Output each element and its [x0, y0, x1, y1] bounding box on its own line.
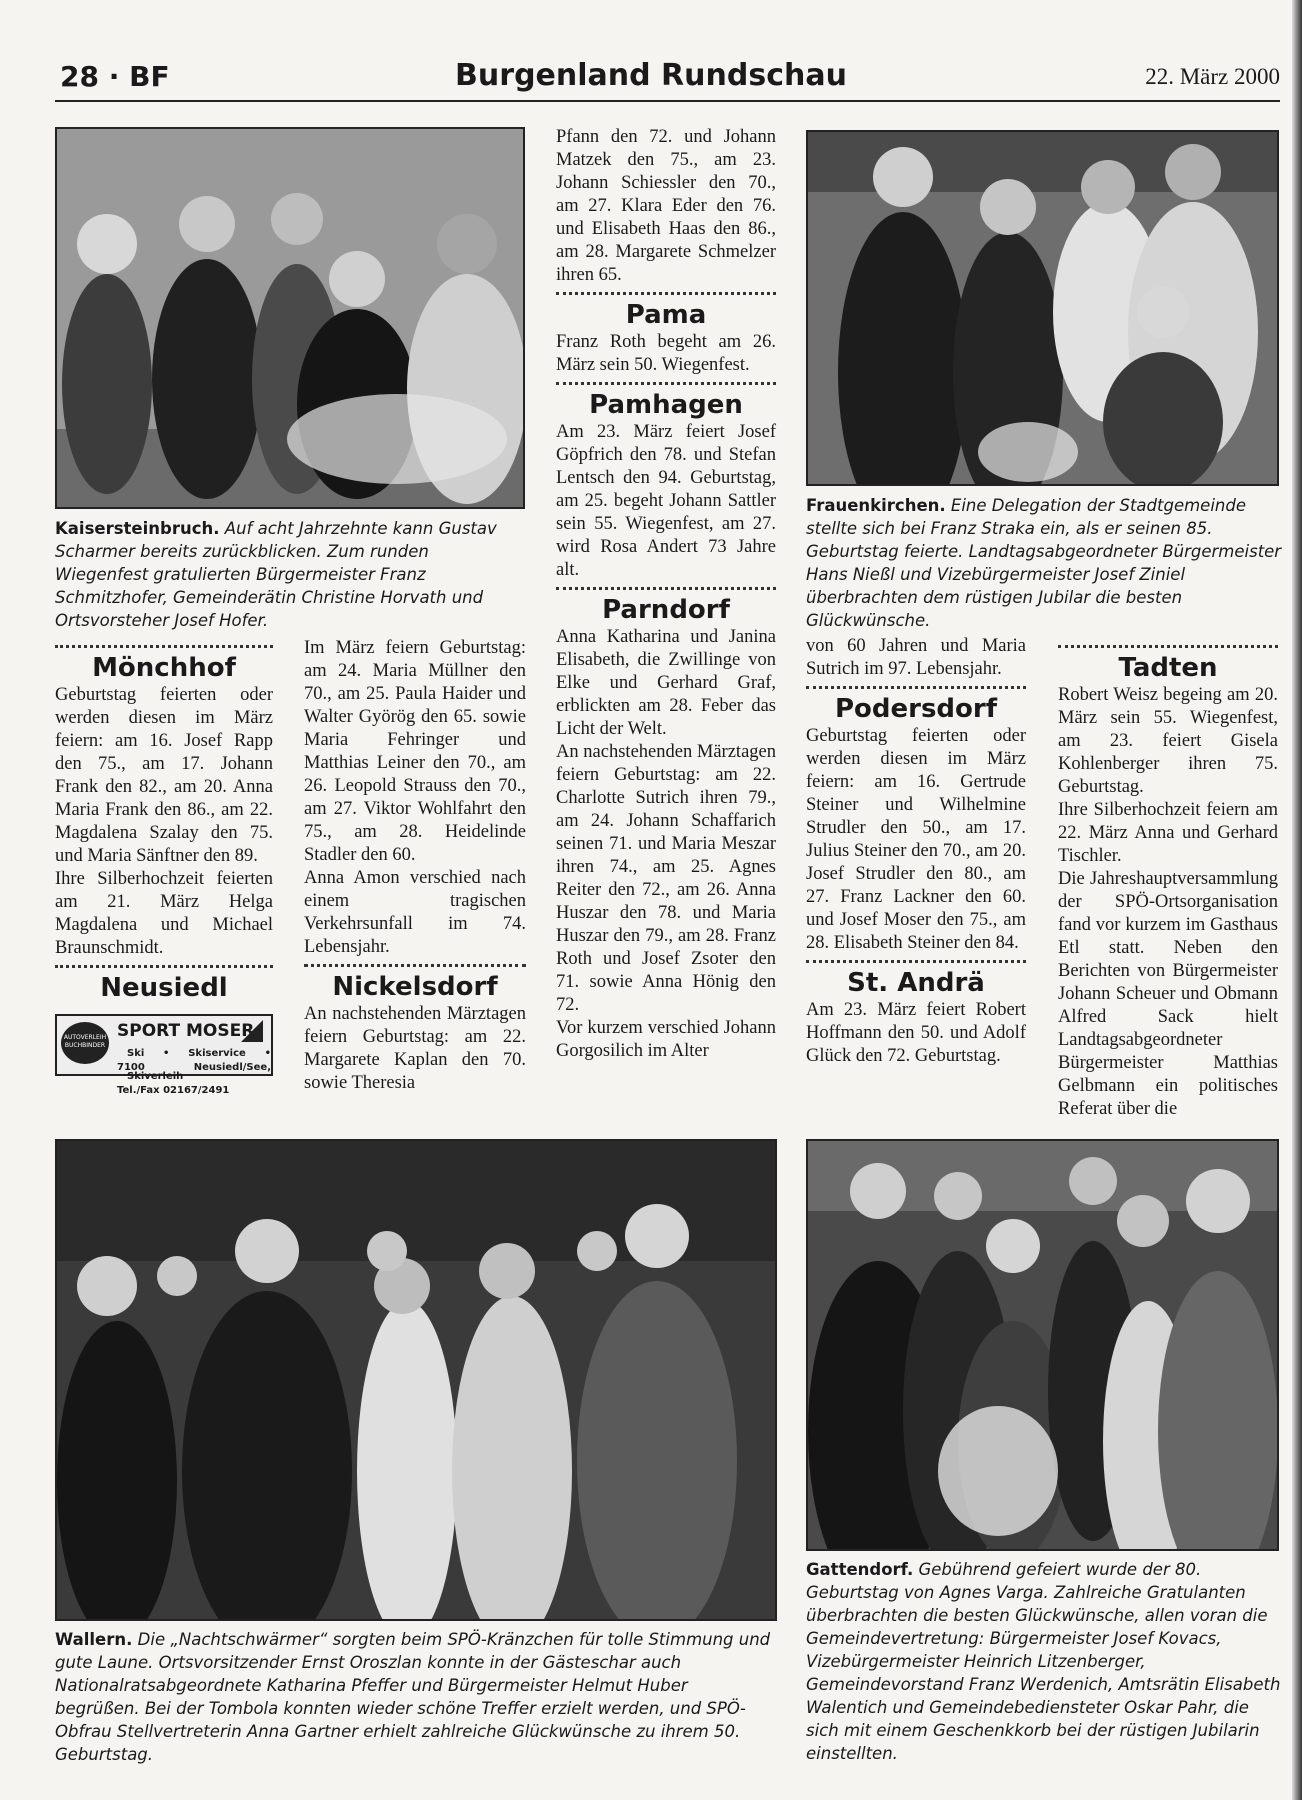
- divider: [556, 587, 776, 590]
- article-parndorf-p2: An nachstehenden Märztagen feiern Geburtstag: am 22. Charlotte Sutrich ihren 79., am 24. Johann Schaffarich seinen 71. und Maria Meszar ihren 74., am 25. Agnes Reiter den 72., am 26. Anna Huszar den 78. und Maria Huszar den 79., am 28. Franz Roth und Josef Zsoter den 71. sowie Anna Hönig den 72.: [556, 742, 776, 1015]
- column-3: [556, 126, 776, 1063]
- issue-date: 22. März 2000: [1145, 64, 1280, 89]
- caption-place: Kaisersteinbruch.: [55, 519, 220, 538]
- heading-parndorf: Parndorf: [602, 595, 730, 625]
- article-parndorf-p3: Vor kurzem verschied Johann Gorgosilich im Alter: [556, 1018, 776, 1061]
- article-col4-top: von 60 Jahren und Maria Sutrich im 97. Lebensjahr.: [806, 636, 1026, 679]
- column-5: [1058, 640, 1278, 1121]
- column-2: [304, 637, 526, 1095]
- photo-frauenkirchen: [806, 130, 1279, 486]
- article-tadten-p1: Robert Weisz begeing am 20. März sein 55. Wiegenfest, am 23. feiert Gisela Kohlenberger ihren 75. Geburtstag.: [1058, 685, 1278, 797]
- heading-nickelsdorf: Nickelsdorf: [332, 972, 498, 1002]
- ad-sport-moser: [55, 1014, 273, 1096]
- divider: [304, 964, 526, 967]
- photo-wallern-image: [57, 1141, 775, 1619]
- caption-gattendorf: [806, 1558, 1282, 1765]
- article-pamhagen: Am 23. März feiert Josef Göpfrich den 78. und Stefan Lentsch den 94. Geburtstag, am 25. begeht Johann Sattler sein 55. Wiegenfest, am 27. wird Rosa Andert 73 Jahre alt.: [556, 422, 776, 580]
- heading-moenchhof: Mönchhof: [92, 653, 236, 683]
- caption-wallern: [55, 1628, 777, 1766]
- article-podersdorf: Geburtstag feierten oder werden diesen im März feiern: am 16. Gertrude Steiner und Wilhelmine Strudler den 50., am 17. Julius Steiner den 70., am 20. Josef Strudler den 80., am 27. Franz Lackner den 60. und Josef Moser den 75., am 28. Elisabeth Steiner den 84.: [806, 726, 1026, 953]
- article-moenchhof-p2: Ihre Silberhochzeit feierten am 21. März Helga Magdalena und Michael Braunschmidt.: [55, 869, 273, 958]
- article-col2-p1: Im März feiern Geburtstag: am 24. Maria Müllner den 70., am 25. Paula Haider und Walter Györög den 65. sowie Maria Fehringer und Matthias Leiner den 70., am 26. Leopold Strauss den 70., am 27. Viktor Wohlfahrt den 75., am 28. Heidelinde Stadler den 60.: [304, 638, 526, 865]
- heading-neusiedl: Neusiedl: [100, 973, 228, 1003]
- divider: [55, 965, 273, 968]
- caption-place: Frauenkirchen.: [806, 496, 946, 515]
- page-spine-shadow: [1292, 0, 1302, 1800]
- caption-text: Die „Nachtschwärmer“ sorgten beim SPÖ-Kränzchen für tolle Stimmung und gute Laune. Ortsvorsitzender Ernst Oroszlan konnte in der Gästeschar auch Nationalratsabgeordnete Katharina Pfeffer und Bürgermeister Helmut Huber begrüßen. Bei der Tombola konnten wieder schöne Treffer erzielt werden, und SPÖ-Obfrau Stellvertreterin Anna Gartner erhielt zahlreiche Glückwünsche zu ihrem 50. Geburtstag.: [55, 1630, 771, 1764]
- article-parndorf-p1: Anna Katharina und Janina Elisabeth, die Zwillinge von Elke und Gerhard Graf, erblickten am 28. Feber das Licht der Welt.: [556, 627, 776, 739]
- heading-st-andrae: St. Andrä: [847, 968, 985, 998]
- ad-logo: AUTOVERLEIH BUCHBINDER: [61, 1022, 109, 1064]
- divider: [556, 292, 776, 295]
- column-1: [55, 640, 273, 1096]
- caption-place: Wallern.: [55, 1630, 133, 1649]
- photo-gattendorf: [806, 1139, 1279, 1551]
- caption-place: Gattendorf.: [806, 1560, 914, 1579]
- caption-text: Auf acht Jahrzehnte kann Gustav Scharmer bereits zurückblicken. Zum runden Wiegenfest gratulierten Bürgermeister Franz Schmitzhofer, Gemeinderätin Christine Horvath und Ortsvorsteher Josef Hofer.: [55, 519, 497, 630]
- photo-kaisersteinbruch-image: [57, 129, 523, 507]
- article-tadten-p2: Ihre Silberhochzeit feiern am 22. März Anna und Gerhard Tischler.: [1058, 800, 1278, 866]
- caption-text: Gebührend gefeiert wurde der 80. Geburtstag von Agnes Varga. Zahlreiche Gratulanten überbrachten die besten Glückwünsche, allen voran die Gemeindevertretung: Bürgermeister Josef Kovacs, Vizebürgermeister Heinrich Litzenberger, Gemeindevorstand Franz Werdenich, Amtsrätin Elisabeth Walentich und Gemeindebediensteter Oskar Pahr, die sich mit einem Geschenkkorb bei der rüstigen Jubilarin einstellten.: [806, 1560, 1281, 1763]
- caption-text: Eine Delegation der Stadtgemeinde stellte sich bei Franz Straka ein, als er seinen 85. Geburtstag feierte. Landtagsabgeordneter Bürgermeister Hans Nießl und Vizebürgermeister Josef Ziniel überbrachten dem rüstigen Jubilar die besten Glückwünsche.: [806, 496, 1282, 630]
- article-pama: Franz Roth begeht am 26. März sein 50. Wiegenfest.: [556, 332, 776, 375]
- ad-address: 7100 Neusiedl/See, Tel./Fax 02167/2491: [117, 1062, 271, 1096]
- heading-pamhagen: Pamhagen: [589, 390, 743, 420]
- heading-tadten: Tadten: [1118, 653, 1218, 683]
- photo-gattendorf-image: [808, 1141, 1277, 1549]
- photo-wallern: [55, 1139, 777, 1621]
- divider: [556, 382, 776, 385]
- article-col3-top: Pfann den 72. und Johann Matzek den 75., am 23. Johann Schiessler den 70., am 27. Klara Eder den 76. und Elisabeth Haas den 86., am 28. Margarete Schmelzer ihren 65.: [556, 127, 776, 285]
- ad-services: Ski • Skiservice • Skiverleih: [127, 1048, 271, 1082]
- article-st-andrae: Am 23. März feiert Robert Hoffmann den 50. und Adolf Glück den 72. Geburtstag.: [806, 1000, 1026, 1066]
- article-moenchhof-p1: Geburtstag feierten oder werden diesen im März feiern: am 16. Josef Rapp den 75., am 17. Johann Frank den 82., am 20. Anna Maria Frank den 86., am 22. Magdalena Szalay den 75. und Maria Sänftner den 89.: [55, 685, 273, 866]
- divider: [806, 686, 1026, 689]
- column-4: [806, 635, 1026, 1068]
- caption-kaisersteinbruch: [55, 517, 525, 632]
- newspaper-title: Burgenland Rundschau: [455, 58, 847, 93]
- divider: [1058, 645, 1278, 648]
- divider: [55, 645, 273, 648]
- heading-podersdorf: Podersdorf: [834, 694, 998, 724]
- article-nickelsdorf: An nachstehenden Märztagen feiern Geburtstag: am 22. Margarete Kaplan den 70. sowie Theresia: [304, 1004, 526, 1093]
- divider: [806, 960, 1026, 963]
- photo-frauenkirchen-image: [808, 132, 1277, 484]
- ad-name: SPORT MOSER: [117, 1021, 255, 1041]
- header-rule: [55, 100, 1280, 102]
- page-number: 28 · BF: [60, 60, 170, 93]
- article-tadten-p3: Die Jahreshauptversammlung der SPÖ-Ortsorganisation fand vor kurzem im Gasthaus Etl statt. Neben den Berichten von Bürgermeister Johann Scheuer und Obmann Alfred Sack hielt Landtagsabgeordneter Bürgermeister Matthias Gelbmann ein politisches Referat über die: [1058, 869, 1278, 1119]
- heading-pama: Pama: [625, 300, 707, 330]
- ad-triangle-icon: [241, 1020, 263, 1042]
- caption-frauenkirchen: [806, 494, 1282, 632]
- article-col2-p2: Anna Amon verschied nach einem tragischen Verkehrsunfall im 74. Lebensjahr.: [304, 868, 526, 957]
- photo-kaisersteinbruch: [55, 127, 525, 509]
